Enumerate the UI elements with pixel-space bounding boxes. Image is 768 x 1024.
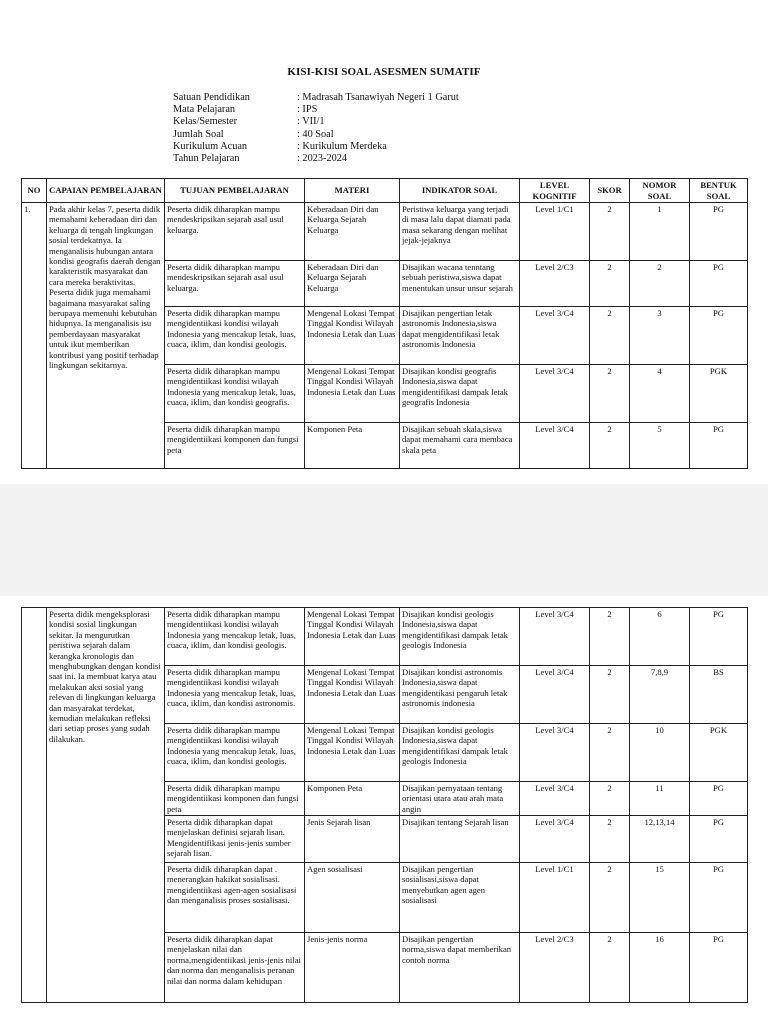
meta-label: Tahun Pelajaran — [173, 153, 240, 165]
tujuan-cell: Peserta didik diharapkan mampu mengidentiikasi komponen dan fungsi peta — [165, 782, 305, 816]
bentuk-cell: PG — [690, 203, 748, 261]
level-cell: Level 3/C4 — [520, 423, 590, 469]
indikator-cell: Disajikan kondisi astronomis Indonesia,siswa dapat mengidentikasi pengaruh letak astronomis indonesia — [400, 666, 520, 724]
tujuan-cell: Peserta didik diharapkan mampu mengidentiikasi komponen dan fungsi peta — [165, 423, 305, 469]
skor-cell: 2 — [590, 666, 630, 724]
document-page-2 — [0, 596, 768, 1024]
indikator-cell: Peristiwa keluarga yang terjadi di masa lalu dapat diamati pada masa sekarang dengan melihat jejak-jejaknya — [400, 203, 520, 261]
header-capaian: CAPAIAN PEMBELAJARAN — [47, 179, 165, 203]
indikator-cell: Disajikan pernyataan tentang orientasi utara atau arah mata angin — [400, 782, 520, 816]
tujuan-cell: Peserta didik diharapkan mampu mengidentiikasi kondisi wilayah Indonesia yang mencakup letak, luas, cuaca, iklim, dan kondisi geologis. — [165, 724, 305, 782]
meta-label: Satuan Pendidikan — [173, 92, 250, 103]
skor-cell: 2 — [590, 816, 630, 863]
header-nomor: NOMOR SOAL — [630, 179, 690, 203]
bentuk-cell: PG — [690, 782, 748, 816]
skor-cell: 2 — [590, 307, 630, 365]
meta-row — [173, 129, 459, 141]
meta-row — [173, 92, 459, 104]
indikator-cell: Disajikan pengertian norma,siswa dapat memberikan contoh norma — [400, 933, 520, 1003]
tujuan-cell: Peserta didik diharapkan mampu mengidentiikasi kondisi wilayah Indonesia yang mencakup letak, luas, cuaca, iklim, dan kondisi geografis. — [165, 365, 305, 423]
indikator-cell: Disajikan sebuah skala,siswa dapat memahami cara membaca skala peta — [400, 423, 520, 469]
bentuk-cell: PG — [690, 816, 748, 863]
nomor-cell: 15 — [630, 863, 690, 933]
materi-cell: Mengenal Lokasi Tempat Tinggal Kondisi Wilayah Indonesia Letak dan Luas — [305, 724, 400, 782]
indikator-cell: Disajikan kondisi geologis Indonesia,siswa dapat mengidentifikasi dampak letak geologis Indonesia — [400, 608, 520, 666]
meta-label: Jumlah Soal — [173, 128, 224, 140]
meta-label: Kelas/Semester — [173, 116, 238, 128]
header-level: LEVEL KOGNITIF — [520, 179, 590, 203]
tujuan-cell: Peserta didik diharapkan dapat menjelaskan definisi sejarah lisan. Mengidentifikasi jenis-jenis sumber sejarah lisan. — [165, 816, 305, 863]
tujuan-cell: Peserta didik diharapkan mampu mengidentiikasi kondisi wilayah Indonesia yang mencakup letak, luas, cuaca, iklim, dan kondisi geologis. — [165, 608, 305, 666]
indikator-cell: Disajikan kondisi geografis Indonesia,siswa dapat mengidentifikasi dampak letak geografis Indonesia — [400, 365, 520, 423]
header-materi: MATERI — [305, 179, 400, 203]
tujuan-cell: Peserta didik diharapkan mampu mendeskripsikan sejarah asal usul keluarga. — [165, 261, 305, 307]
document-meta — [173, 92, 459, 165]
header-bentuk: BENTUK SOAL — [690, 179, 748, 203]
materi-cell: Agen sosialisasi — [305, 863, 400, 933]
meta-row — [173, 116, 459, 128]
tujuan-cell: Peserta didik diharapkan mampu mendeskripsikan sejarah asal usul keluarga. — [165, 203, 305, 261]
level-cell: Level 3/C4 — [520, 666, 590, 724]
row-number-empty — [22, 608, 47, 1003]
meta-value: : 40 Soal — [297, 128, 334, 140]
document-title: KISI-KISI SOAL ASESMEN SUMATIF — [287, 66, 481, 78]
skor-cell: 2 — [590, 782, 630, 816]
nomor-cell: 3 — [630, 307, 690, 365]
bentuk-cell: PG — [690, 307, 748, 365]
capaian-pembelajaran: Pada akhir kelas 7, peserta didik memahami keberadaan diri dan keluarga di tengah lingkungan sosial terdekatnya. Ia menganalisis hubungan antara kondisi geografis daerah dengan karakteristik masyarakat dan cara mereka beraktivitas. Peserta didik juga memahami bagaimana masyarakat saling berupaya memenuhi kebutuhan hidupnya. Ia menganalisis isu pemberdayaan masyarakat untuk ikut memberikan kontribusi yang positif terhadap lingkungan sekitarnya. — [47, 203, 165, 469]
level-cell: Level 1/C1 — [520, 203, 590, 261]
meta-value: : Madrasah Tsanawiyah Negeri 1 Garut — [297, 92, 459, 103]
meta-row — [173, 104, 459, 116]
nomor-cell: 6 — [630, 608, 690, 666]
skor-cell: 2 — [590, 724, 630, 782]
meta-value: : 2023-2024 — [297, 153, 348, 165]
capaian-pembelajaran: Peserta didik mengeksplorasi kondisi sosial lingkungan sekitar. Ia mengurutkan peristiwa sejarah dalam kerangka kronologis dan menghubungkan dengan kondisi saat ini. Ia membuat karya atau melakukan aksi sosial yang relevan di lingkungan keluarga dan masyarakat terdekat, kemudian melakukan refleksi dari setiap proses yang sudah dilakukan. — [47, 608, 165, 1003]
meta-value: : IPS — [297, 104, 318, 116]
level-cell: Level 3/C4 — [520, 307, 590, 365]
materi-cell: Keberadaan Diri dan Keluarga Sejarah Keluarga — [305, 203, 400, 261]
materi-cell: Mengenal Lokasi Tempat Tinggal Kondisi Wilayah Indonesia Letak dan Luas — [305, 365, 400, 423]
tujuan-cell: Peserta didik diharapkan mampu mengidentiikasi kondisi wilayah Indonesia yang mencakup letak, luas, cuaca, iklim, dan kondisi geologis. — [165, 307, 305, 365]
bentuk-cell: PG — [690, 423, 748, 469]
skor-cell: 2 — [590, 203, 630, 261]
meta-value: : Kurikulum Merdeka — [297, 140, 387, 152]
materi-cell: Mengenal Lokasi Tempat Tinggal Kondisi Wilayah Indonesia Letak dan Luas — [305, 666, 400, 724]
materi-cell: Mengenal Lokasi Tempat Tinggal Kondisi Wilayah Indonesia Letak dan Luas — [305, 608, 400, 666]
document-page-1 — [0, 0, 768, 484]
nomor-cell: 10 — [630, 724, 690, 782]
materi-cell: Jenis-jenis norma — [305, 933, 400, 1003]
bentuk-cell: PG — [690, 863, 748, 933]
level-cell: Level 1/C1 — [520, 863, 590, 933]
nomor-cell: 4 — [630, 365, 690, 423]
level-cell: Level 2/C3 — [520, 261, 590, 307]
materi-cell: Komponen Peta — [305, 782, 400, 816]
level-cell: Level 3/C4 — [520, 816, 590, 863]
meta-label: Kurikulum Acuan — [173, 140, 248, 152]
header-tujuan: TUJUAN PEMBELAJARAN — [165, 179, 305, 203]
tujuan-cell: Peserta didik diharapkan dapat menjelaskan nilai dan norma,mengidentiikasi jenis-jenis nilai dan norma dan menganalisis peranan nilai dan norma dalam kehidupan — [165, 933, 305, 1003]
skor-cell: 2 — [590, 863, 630, 933]
materi-cell: Jenis Sejarah lisan — [305, 816, 400, 863]
header-no: NO — [22, 179, 47, 203]
tujuan-cell: Peserta didik diharapkan mampu mengidentiikasi kondisi wilayah Indonesia yang mencakup letak, luas, cuaca, iklim, dan kondisi astronomis. — [165, 666, 305, 724]
nomor-cell: 11 — [630, 782, 690, 816]
kisi-kisi-table-page-1 — [21, 178, 748, 469]
bentuk-cell: BS — [690, 666, 748, 724]
table-header-row — [22, 179, 748, 203]
indikator-cell: Disajikan tentang Sejarah lisan — [400, 816, 520, 863]
skor-cell: 2 — [590, 933, 630, 1003]
materi-cell: Keberadaan Diri dan Keluarga Sejarah Keluarga — [305, 261, 400, 307]
meta-row — [173, 141, 459, 153]
header-indikator: INDIKATOR SOAL — [400, 179, 520, 203]
skor-cell: 2 — [590, 608, 630, 666]
row-number: 1. — [22, 203, 47, 469]
materi-cell: Komponen Peta — [305, 423, 400, 469]
nomor-cell: 2 — [630, 261, 690, 307]
header-skor: SKOR — [590, 179, 630, 203]
indikator-cell: Disajikan pengertian letak astronomis Indonesia,siswa dapat mengidentifikasi letak astronomis Indonesia — [400, 307, 520, 365]
skor-cell: 2 — [590, 365, 630, 423]
skor-cell: 2 — [590, 423, 630, 469]
bentuk-cell: PGK — [690, 365, 748, 423]
bentuk-cell: PG — [690, 933, 748, 1003]
indikator-cell: Disajikan pengertian sosialisasi,siswa dapat menyebutkan agen agen sosialisasi — [400, 863, 520, 933]
nomor-cell: 5 — [630, 423, 690, 469]
meta-value: : VII/1 — [297, 116, 325, 128]
table-row — [22, 608, 748, 666]
level-cell: Level 3/C4 — [520, 782, 590, 816]
indikator-cell: Disajikan kondisi geologis Indonesia,siswa dapat mengidentifikasi dampak letak geologis Indonesia — [400, 724, 520, 782]
tujuan-cell: Peserta didik diharapkan dapat . menerangkan hakikat sosialisasi. mengidentiikasi agen-agen sosialisasi dan menganalisis proses sosialisasi. — [165, 863, 305, 933]
level-cell: Level 3/C4 — [520, 724, 590, 782]
nomor-cell: 1 — [630, 203, 690, 261]
bentuk-cell: PGK — [690, 724, 748, 782]
skor-cell: 2 — [590, 261, 630, 307]
indikator-cell: Disajikan wacana tenntang sebuah peristiwa,siswa dapat menentukan unsur unsur sejarah — [400, 261, 520, 307]
table-row — [22, 203, 748, 261]
level-cell: Level 3/C4 — [520, 608, 590, 666]
bentuk-cell: PG — [690, 261, 748, 307]
level-cell: Level 2/C3 — [520, 933, 590, 1003]
materi-cell: Mengenal Lokasi Tempat Tinggal Kondisi Wilayah Indonesia Letak dan Luas — [305, 307, 400, 365]
bentuk-cell: PG — [690, 608, 748, 666]
meta-label: Mata Pelajaran — [173, 104, 236, 116]
level-cell: Level 3/C4 — [520, 365, 590, 423]
nomor-cell: 7,8,9 — [630, 666, 690, 724]
nomor-cell: 12,13,14 — [630, 816, 690, 863]
nomor-cell: 16 — [630, 933, 690, 1003]
kisi-kisi-table-page-2 — [21, 607, 748, 1003]
meta-row — [173, 153, 459, 165]
